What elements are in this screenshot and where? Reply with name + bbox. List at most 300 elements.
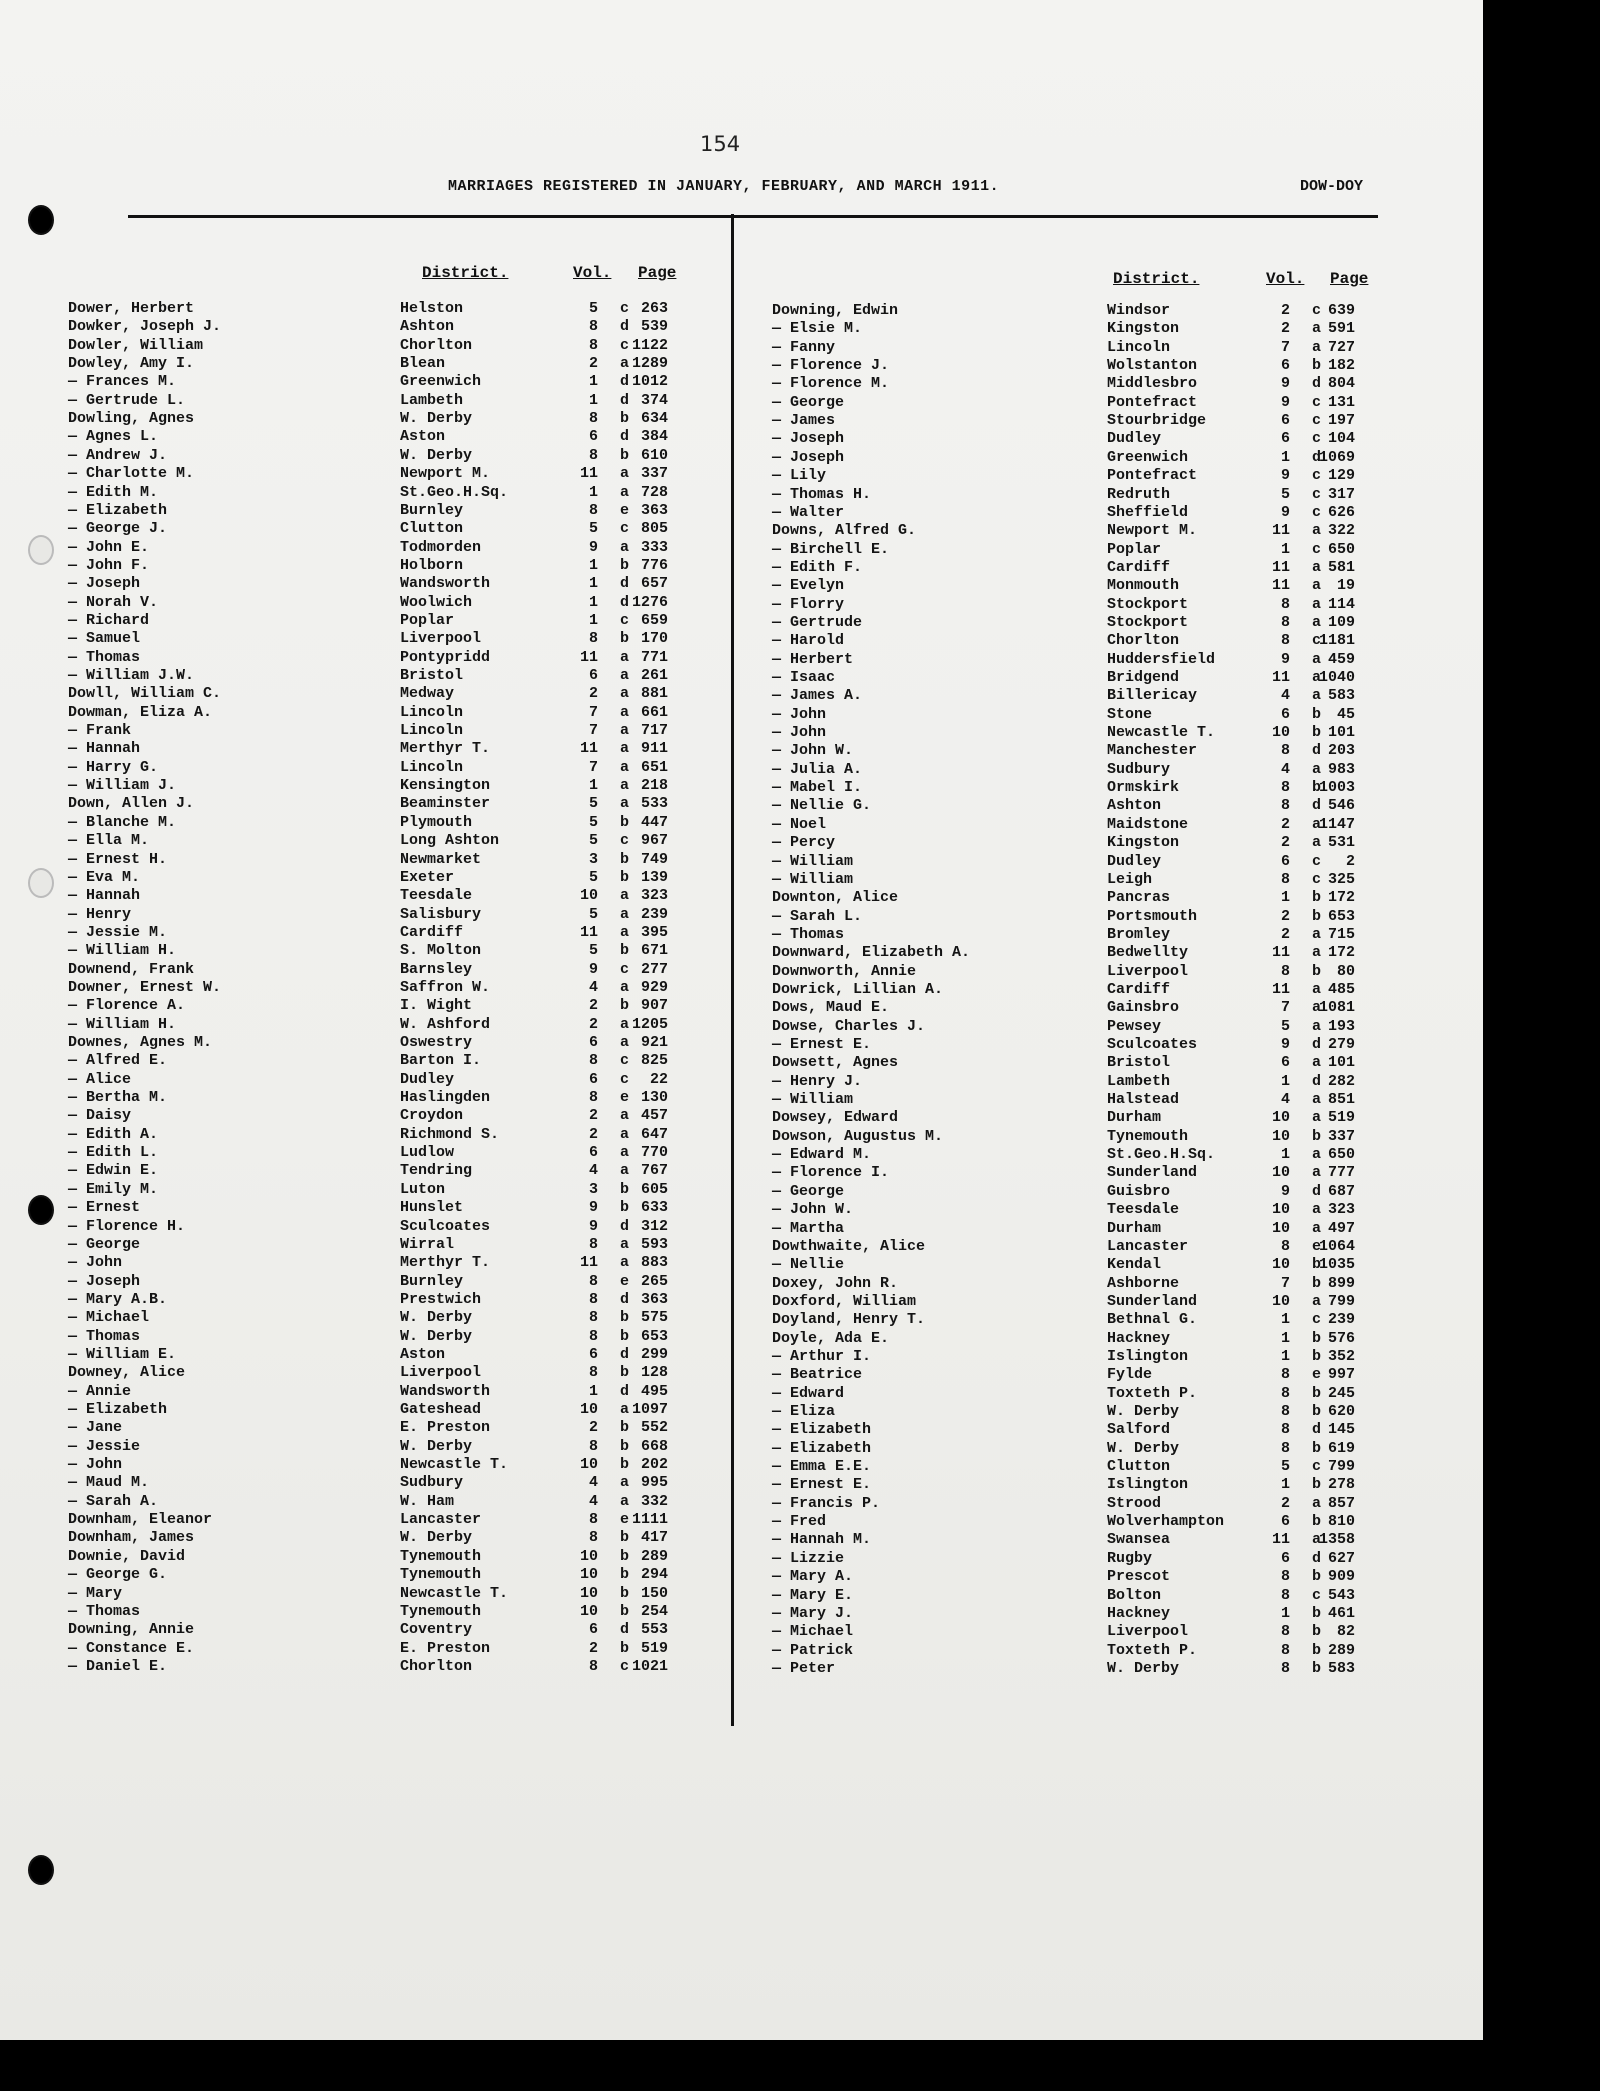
entry-section: b	[620, 1584, 630, 1602]
register-entry	[68, 1621, 668, 1639]
entry-volume: 5	[588, 868, 598, 886]
entry-section: b	[620, 1437, 630, 1455]
entry-page: 776	[640, 556, 668, 574]
entry-volume: 6	[588, 1034, 598, 1051]
entry-name: — John	[68, 1456, 123, 1474]
register-entry	[772, 1164, 1355, 1182]
entry-district: Ashton	[400, 318, 455, 336]
entry-district: Prestwich	[400, 1290, 482, 1308]
entry-name: — Henry J.	[772, 1072, 863, 1090]
entry-name: Downes, Agnes M.	[68, 1034, 213, 1051]
entry-name: — Edith A.	[68, 1125, 159, 1143]
entry-section: a	[620, 685, 630, 703]
left-page-header: Page	[638, 264, 677, 282]
entry-page: 485	[1327, 980, 1355, 998]
register-entry	[772, 1054, 1355, 1072]
entry-district: Lincoln	[400, 758, 464, 776]
register-entry	[772, 1604, 1355, 1623]
entry-section: a	[1312, 1531, 1322, 1549]
entry-section: c	[620, 1657, 630, 1675]
entry-page: 101	[1327, 1054, 1355, 1072]
entry-page: 294	[640, 1566, 668, 1584]
entry-name: — Edith M.	[68, 483, 159, 501]
register-entry	[68, 520, 668, 538]
entry-volume: 8	[1280, 1659, 1290, 1677]
entry-volume: 5	[588, 520, 598, 538]
entry-name: — Francis P.	[772, 1494, 881, 1512]
entry-name: — Florence H.	[68, 1217, 186, 1235]
entry-section: c	[620, 960, 630, 978]
entry-page: 447	[640, 813, 668, 831]
entry-name: — Harold	[772, 632, 845, 650]
entry-page: 717	[640, 722, 668, 740]
entry-page: 749	[640, 850, 668, 868]
entry-page: 1111	[631, 1511, 668, 1529]
entry-name: — Sarah L.	[772, 907, 863, 925]
entry-volume: 8	[588, 501, 598, 519]
entry-volume: 9	[1280, 503, 1290, 521]
entry-district: W. Derby	[1107, 1439, 1180, 1457]
entry-page: 671	[640, 942, 668, 960]
entry-page: 417	[640, 1529, 668, 1547]
register-entry	[68, 1089, 668, 1107]
entry-name: — Edwin E.	[68, 1162, 159, 1180]
entry-volume: 4	[588, 1492, 598, 1510]
entry-page: 193	[1327, 1017, 1355, 1035]
entry-page: 983	[1327, 760, 1355, 778]
entry-section: a	[1312, 1017, 1322, 1035]
entry-district: Lincoln	[400, 722, 464, 740]
entry-volume: 9	[1280, 1036, 1290, 1053]
entry-section: c	[620, 336, 630, 354]
entry-page: 459	[1327, 650, 1355, 668]
entry-name: Downward, Elizabeth A.	[772, 944, 971, 962]
entry-section: a	[620, 758, 630, 776]
entry-volume: 8	[1280, 1237, 1290, 1255]
entry-section: d	[620, 318, 630, 336]
entry-name: — John F.	[68, 556, 150, 574]
entry-section: b	[620, 1639, 630, 1657]
entry-name: — Florence I.	[772, 1164, 890, 1182]
entry-page: 363	[640, 1290, 668, 1308]
entry-district: Holborn	[400, 556, 464, 574]
register-entry	[772, 1219, 1355, 1238]
entry-section: a	[620, 1125, 630, 1143]
entry-district: Greenwich	[1107, 448, 1189, 466]
entry-page: 804	[1327, 375, 1355, 393]
register-entry	[772, 797, 1355, 815]
entry-page: 239	[640, 905, 668, 923]
entry-section: a	[1312, 834, 1322, 852]
entry-section: b	[620, 1529, 630, 1547]
entry-district: Merthyr T.	[400, 740, 491, 758]
entry-section: b	[1312, 1347, 1322, 1365]
entry-section: b	[1312, 779, 1322, 797]
entry-page: 19	[1336, 577, 1355, 595]
entry-district: Newcastle T.	[400, 1456, 509, 1474]
register-entry	[68, 1126, 668, 1144]
entry-volume: 4	[1280, 687, 1290, 705]
entry-page: 395	[640, 923, 668, 941]
entry-volume: 8	[588, 1529, 598, 1547]
entry-name: — Fanny	[772, 338, 836, 356]
entry-volume: 6	[1280, 852, 1290, 870]
entry-page: 1358	[1318, 1531, 1355, 1549]
register-entry	[68, 1401, 668, 1419]
entry-page: 1289	[631, 355, 668, 373]
entry-district: Manchester	[1107, 742, 1198, 760]
entry-volume: 2	[588, 1015, 598, 1033]
entry-district: Plymouth	[400, 813, 473, 831]
entry-name: — Daniel E.	[68, 1657, 168, 1675]
register-entry	[772, 870, 1355, 889]
entry-district: Kingston	[1107, 320, 1180, 338]
entry-section: a	[1312, 1054, 1322, 1072]
entry-section: a	[1312, 650, 1322, 668]
entry-name: — Edith F.	[772, 558, 863, 576]
entry-section: a	[620, 1034, 630, 1051]
entry-name: — Michael	[68, 1309, 150, 1327]
register-entry	[772, 650, 1355, 669]
entry-volume: 8	[588, 1272, 598, 1290]
entry-page: 312	[640, 1217, 668, 1235]
entry-section: b	[1312, 357, 1322, 375]
entry-page: 337	[1327, 1127, 1355, 1145]
entry-name: — Eliza	[772, 1403, 836, 1420]
entry-district: W. Derby	[400, 1327, 473, 1345]
register-entry	[68, 667, 668, 685]
entry-name: — Thomas	[68, 1602, 141, 1620]
entry-page: 265	[640, 1272, 668, 1290]
register-entry	[68, 1438, 668, 1456]
entry-section: b	[620, 813, 630, 831]
entry-district: Prescot	[1107, 1568, 1171, 1586]
register-entry	[68, 1291, 668, 1309]
entry-volume: 6	[1280, 430, 1290, 448]
entry-section: b	[620, 630, 630, 648]
entry-page: 261	[640, 667, 668, 684]
entry-volume: 2	[588, 685, 598, 703]
entry-district: Medway	[400, 685, 455, 703]
entry-district: Chorlton	[400, 336, 473, 354]
entry-volume: 7	[1280, 338, 1290, 356]
register-entry	[772, 302, 1355, 320]
register-entry	[772, 540, 1355, 559]
entry-page: 633	[640, 1199, 668, 1217]
entry-name: — Norah V.	[68, 593, 159, 611]
entry-name: — Mary A.B.	[68, 1290, 168, 1308]
entry-section: d	[620, 1345, 630, 1363]
entry-section: a	[620, 465, 630, 483]
entry-name: — William H.	[68, 942, 177, 960]
entry-district: Lincoln	[1107, 338, 1171, 356]
register-entry	[68, 428, 668, 446]
entry-page: 810	[1327, 1513, 1355, 1531]
entry-volume: 8	[1280, 1568, 1290, 1586]
entry-name: — William	[772, 1091, 854, 1109]
entry-district: Cardiff	[1107, 558, 1171, 576]
entry-page: 1012	[631, 373, 668, 391]
entry-district: Blean	[400, 355, 446, 373]
entry-district: E. Preston	[400, 1419, 491, 1437]
entry-name: — Hannah	[68, 887, 141, 905]
register-entry	[772, 1127, 1355, 1146]
entry-name: — Jane	[68, 1419, 123, 1437]
entry-name: — Isaac	[772, 669, 836, 686]
entry-volume: 11	[1271, 944, 1290, 962]
entry-volume: 2	[1280, 925, 1290, 943]
entry-volume: 8	[1280, 1586, 1290, 1604]
register-entry	[772, 485, 1355, 504]
register-entry	[68, 1346, 668, 1364]
entry-district: Pancras	[1107, 889, 1171, 907]
entry-section: d	[620, 1217, 630, 1235]
entry-name: — Joseph	[772, 448, 845, 466]
entry-section: b	[1312, 1513, 1322, 1531]
entry-name: — Mabel I.	[772, 779, 863, 797]
entry-volume: 11	[1271, 577, 1290, 595]
entry-name: — Thomas	[772, 925, 845, 943]
entry-district: Salford	[1107, 1421, 1171, 1439]
entry-district: Dudley	[1107, 852, 1162, 870]
entry-district: Newport M.	[400, 465, 491, 483]
entry-section: b	[1312, 1384, 1322, 1402]
entry-volume: 10	[1271, 1127, 1290, 1145]
entry-page: 317	[1327, 485, 1355, 503]
entry-page: 650	[1327, 1146, 1355, 1164]
register-entry	[772, 962, 1355, 981]
entry-district: Kensington	[400, 777, 491, 795]
register-entry	[772, 1091, 1355, 1109]
entry-volume: 8	[588, 1290, 598, 1308]
register-entry	[772, 338, 1355, 357]
entry-page: 172	[1327, 944, 1355, 962]
entry-page: 627	[1327, 1549, 1355, 1567]
entry-volume: 8	[1280, 1641, 1290, 1659]
entry-page: 851	[1327, 1091, 1355, 1109]
entry-district: Bedwellty	[1107, 944, 1189, 962]
entry-district: Huddersfield	[1107, 650, 1216, 668]
register-entry	[68, 814, 668, 832]
entry-district: Beaminster	[400, 795, 491, 813]
register-entry	[68, 1071, 668, 1089]
entry-name: — Emma E.E.	[772, 1458, 872, 1476]
entry-section: d	[620, 1290, 630, 1308]
register-entry	[772, 430, 1355, 448]
entry-volume: 5	[1280, 1017, 1290, 1035]
entry-volume: 11	[579, 923, 598, 941]
entry-name: — Thomas	[68, 648, 141, 666]
register-entry	[772, 907, 1355, 926]
entry-page: 170	[640, 630, 668, 648]
entry-page: 1069	[1318, 448, 1355, 466]
entry-district: Pontefract	[1107, 467, 1198, 485]
entry-name: — Florence J.	[772, 357, 890, 375]
entry-district: Salisbury	[400, 905, 482, 923]
entry-district: Lincoln	[400, 703, 464, 721]
entry-section: a	[1312, 1146, 1322, 1164]
entry-page: 997	[1327, 1366, 1355, 1384]
entry-volume: 6	[588, 1345, 598, 1363]
entry-volume: 6	[1280, 412, 1290, 430]
entry-name: — Martha	[772, 1219, 845, 1237]
entry-page: 799	[1327, 1458, 1355, 1476]
entry-district: Bromley	[1107, 925, 1171, 943]
entry-section: a	[620, 355, 630, 373]
entry-page: 1205	[631, 1015, 668, 1033]
entry-district: Hackney	[1107, 1604, 1171, 1622]
entry-volume: 5	[588, 832, 598, 850]
entry-district: Kingston	[1107, 834, 1180, 852]
entry-name: — John	[772, 724, 827, 742]
entry-name: — James	[772, 412, 836, 430]
entry-name: Doxford, William	[772, 1292, 917, 1310]
entry-district: Clutton	[400, 520, 464, 538]
register-entry	[68, 942, 668, 960]
entry-district: Tendring	[400, 1162, 473, 1180]
entry-page: 299	[640, 1345, 668, 1363]
entry-name: Dowler, William	[68, 336, 204, 354]
entry-volume: 5	[588, 795, 598, 813]
entry-name: — Alfred E.	[68, 1052, 168, 1070]
entry-volume: 5	[1280, 1458, 1290, 1476]
entry-district: Pontypridd	[400, 648, 491, 666]
entry-page: 337	[640, 465, 668, 483]
entry-page: 639	[1327, 302, 1355, 319]
entry-name: — Mary E.	[772, 1586, 854, 1604]
entry-page: 661	[640, 703, 668, 721]
entry-volume: 5	[1280, 485, 1290, 503]
entry-section: d	[620, 1382, 630, 1400]
entry-page: 82	[1336, 1623, 1355, 1641]
page-title: MARRIAGES REGISTERED IN JANUARY, FEBRUARY, AND MARCH 1911.	[448, 178, 1000, 195]
entry-name: — Joseph	[68, 575, 141, 593]
entry-district: Gateshead	[400, 1401, 482, 1418]
register-entry	[772, 503, 1355, 522]
entry-name: — Evelyn	[772, 577, 845, 595]
register-entry	[68, 502, 668, 520]
entry-section: a	[1312, 687, 1322, 705]
register-entry	[772, 889, 1355, 907]
entry-volume: 10	[579, 1602, 598, 1620]
entry-volume: 8	[1280, 779, 1290, 797]
entry-page: 533	[640, 795, 668, 813]
entry-name: Dowthwaite, Alice	[772, 1237, 926, 1255]
entry-page: 921	[640, 1034, 668, 1051]
register-entry	[68, 924, 668, 942]
entry-district: Wandsworth	[400, 575, 491, 593]
entry-district: Bristol	[400, 667, 464, 684]
entry-page: 771	[640, 648, 668, 666]
entry-name: — Mary J.	[772, 1604, 854, 1622]
entry-name: Dowsey, Edward	[772, 1109, 899, 1127]
entry-district: Sculcoates	[400, 1217, 491, 1235]
entry-page: 929	[640, 978, 668, 996]
entry-volume: 5	[588, 300, 598, 317]
register-entry	[68, 1309, 668, 1327]
entry-volume: 5	[588, 905, 598, 923]
entry-volume: 8	[1280, 632, 1290, 650]
entry-section: b	[620, 942, 630, 960]
entry-name: — John	[68, 1254, 123, 1272]
entry-volume: 1	[588, 611, 598, 629]
entry-volume: 11	[579, 648, 598, 666]
entry-section: a	[620, 483, 630, 501]
entry-page: 539	[640, 318, 668, 336]
entry-volume: 9	[1280, 467, 1290, 485]
entry-section: d	[1312, 1036, 1322, 1053]
register-entry	[772, 613, 1355, 632]
entry-page: 805	[640, 520, 668, 538]
entry-name: Dowley, Amy I.	[68, 355, 195, 373]
entry-page: 1181	[1318, 632, 1355, 650]
entry-volume: 1	[1280, 1311, 1290, 1329]
register-entry	[68, 1107, 668, 1125]
entry-name: Downing, Annie	[68, 1621, 195, 1639]
entry-page: 799	[1327, 1292, 1355, 1310]
entry-page: 647	[640, 1125, 668, 1143]
entry-name: — Nellie G.	[772, 797, 872, 815]
entry-section: c	[1312, 412, 1322, 430]
entry-name: Downie, David	[68, 1547, 186, 1565]
entry-section: b	[620, 1364, 630, 1382]
register-entry	[68, 1052, 668, 1070]
entry-name: — Gertrude L.	[68, 391, 186, 409]
entry-page: 145	[1327, 1421, 1355, 1439]
entry-section: e	[620, 1511, 630, 1529]
header-rule	[128, 215, 1378, 218]
entry-volume: 6	[1280, 357, 1290, 375]
register-entry	[772, 1256, 1355, 1274]
entry-name: Downham, Eleanor	[68, 1511, 213, 1529]
entry-name: — Nellie	[772, 1256, 845, 1274]
right-page-header: Page	[1330, 270, 1369, 288]
register-entry	[68, 906, 668, 924]
entry-section: c	[1312, 870, 1322, 888]
entry-page: 634	[640, 410, 668, 428]
entry-volume: 11	[1271, 522, 1290, 540]
entry-volume: 8	[1280, 613, 1290, 631]
register-entry	[772, 925, 1355, 944]
entry-name: Dowling, Agnes	[68, 410, 195, 428]
register-entry	[772, 1329, 1355, 1348]
entry-district: Durham	[1107, 1109, 1162, 1127]
entry-name: Dowll, William C.	[68, 685, 222, 703]
entry-name: — Henry	[68, 905, 132, 923]
entry-volume: 1	[588, 593, 598, 611]
register-entry	[68, 557, 668, 575]
register-entry	[772, 779, 1355, 797]
entry-page: 651	[640, 758, 668, 776]
entry-district: Liverpool	[1107, 962, 1189, 980]
entry-district: Islington	[1107, 1476, 1189, 1494]
register-entry	[772, 632, 1355, 650]
entry-name: — Michael	[772, 1623, 854, 1641]
register-entry	[772, 1109, 1355, 1127]
entry-district: Richmond S.	[400, 1125, 500, 1143]
entry-section: b	[620, 1566, 630, 1584]
entry-volume: 10	[1271, 1201, 1290, 1219]
register-entry	[68, 961, 668, 979]
entry-section: c	[1312, 632, 1322, 650]
entry-section: c	[1312, 1458, 1322, 1476]
entry-section: d	[1312, 1182, 1322, 1200]
entry-volume: 10	[1271, 1256, 1290, 1274]
entry-name: — Ernest E.	[772, 1036, 872, 1053]
entry-page: 109	[1327, 613, 1355, 631]
entry-volume: 11	[1271, 669, 1290, 686]
entry-volume: 11	[579, 465, 598, 483]
